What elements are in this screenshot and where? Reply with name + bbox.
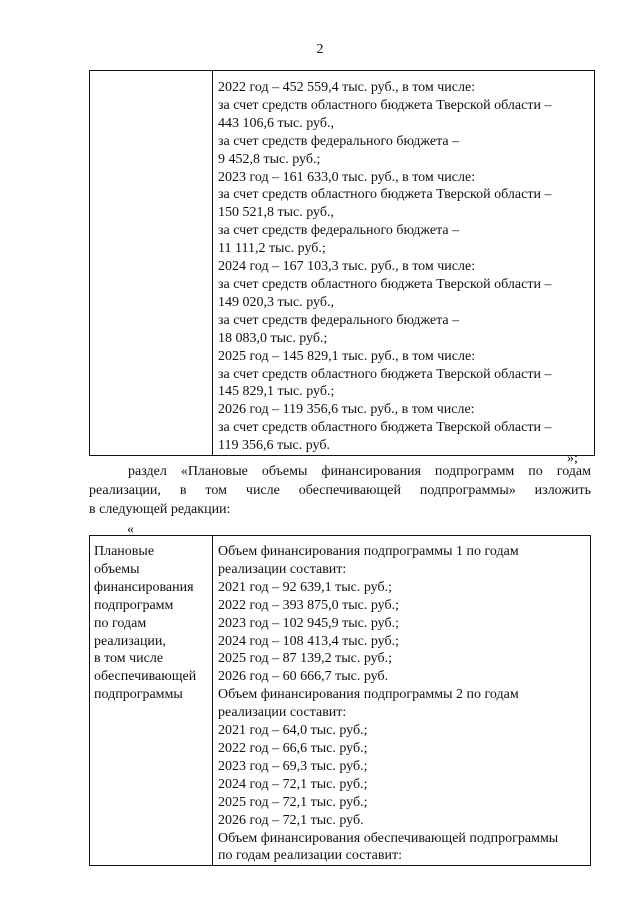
- cell-line: 2026 год – 60 666,7 тыс. руб.: [218, 669, 389, 685]
- cell-line: 2022 год – 66,6 тыс. руб.;: [218, 740, 368, 756]
- cell-line: 2026 год – 119 356,6 тыс. руб., в том числе:: [218, 402, 475, 418]
- cell-line: 2025 год – 87 139,2 тыс. руб.;: [218, 651, 392, 667]
- cell-line: финансирования: [94, 579, 194, 595]
- cell-line: 443 106,6 тыс. руб.,: [218, 115, 334, 131]
- cell-line: 2022 год – 452 559,4 тыс. руб., в том числе:: [218, 80, 476, 95]
- cell-line: за счет средств областного бюджета Тверской области –: [218, 276, 552, 292]
- funding-table-continued: [89, 70, 595, 456]
- cell-line: 2021 год – 64,0 тыс. руб.;: [218, 723, 368, 739]
- cell-line: 2023 год – 161 633,0 тыс. руб., в том числе:: [218, 169, 476, 185]
- cell-line: по годам реализации составит:: [218, 848, 402, 864]
- cell-line: в том числе: [94, 651, 164, 667]
- cell-line: 145 829,1 тыс. руб.;: [218, 384, 335, 400]
- page-number: 2: [316, 42, 324, 57]
- cell-line: за счет средств федерального бюджета –: [218, 223, 460, 239]
- cell-line: 2025 год – 72,1 тыс. руб.;: [218, 794, 368, 810]
- cell-line: за счет средств областного бюджета Тверской области –: [218, 97, 552, 113]
- cell-line: за счет средств областного бюджета Тверской области –: [218, 187, 552, 203]
- cell-line: 149 020,3 тыс. руб.,: [218, 294, 334, 310]
- closing-quote: »;: [567, 451, 578, 466]
- cell-line: обеспечивающей: [94, 669, 197, 685]
- cell-line: Объем финансирования подпрограммы 1 по годам: [218, 544, 519, 559]
- table1-right-cell: [213, 71, 595, 456]
- opening-quote: «: [127, 522, 134, 537]
- paragraph-line: в следующей редакции:: [89, 502, 231, 517]
- cell-line: 2022 год – 393 875,0 тыс. руб.;: [218, 597, 399, 613]
- cell-line: 2025 год – 145 829,1 тыс. руб., в том числе:: [218, 348, 476, 364]
- cell-line: за счет средств федерального бюджета –: [218, 133, 460, 149]
- cell-line: 11 111,2 тыс. руб.;: [218, 241, 326, 257]
- cell-line: Объем финансирования обеспечивающей подпрограммы: [218, 830, 559, 846]
- table2-right-lines: [213, 536, 590, 865]
- cell-line: Объем финансирования подпрограммы 2 по годам: [218, 687, 519, 703]
- table1-right-lines: [213, 71, 594, 455]
- cell-line: по годам: [94, 615, 147, 631]
- table1-left-lines: [90, 71, 212, 79]
- cell-line: реализации составит:: [218, 705, 347, 721]
- cell-line: 2024 год – 108 413,4 тыс. руб.;: [218, 633, 399, 649]
- cell-line: за счет средств федерального бюджета –: [218, 312, 460, 328]
- cell-line: 2026 год – 72,1 тыс. руб.: [218, 812, 364, 828]
- paragraph-line: раздел «Плановые объемы финансирования подпрограмм по годам: [128, 464, 591, 479]
- cell-line: объемы: [94, 561, 140, 577]
- cell-line: 150 521,8 тыс. руб.,: [218, 205, 334, 221]
- cell-line: реализации,: [94, 633, 166, 649]
- cell-line: за счет средств областного бюджета Тверской области –: [218, 366, 552, 382]
- table1-left-cell: [90, 71, 213, 456]
- table2-content-cell: [213, 536, 591, 866]
- cell-line: 2024 год – 167 103,3 тыс. руб., в том числе:: [218, 259, 476, 275]
- cell-line: 18 083,0 тыс. руб.;: [218, 330, 328, 346]
- cell-line: подпрограммы: [94, 687, 183, 703]
- cell-line: 9 452,8 тыс. руб.;: [218, 151, 321, 167]
- paragraph-line: реализации, в том числе обеспечивающей подпрограммы» изложить: [89, 483, 591, 498]
- cell-line: 2021 год – 92 639,1 тыс. руб.;: [218, 579, 392, 595]
- cell-line: 2023 год – 69,3 тыс. руб.;: [218, 758, 368, 774]
- table2-left-lines: [90, 536, 212, 704]
- table2-section-title-cell: [90, 536, 213, 866]
- instruction-paragraph: [89, 462, 591, 519]
- cell-line: Плановые: [94, 544, 155, 559]
- cell-line: 2023 год – 102 945,9 тыс. руб.;: [218, 615, 399, 631]
- cell-line: за счет средств областного бюджета Тверской области –: [218, 420, 552, 436]
- cell-line: 119 356,6 тыс. руб.: [218, 438, 330, 454]
- cell-line: подпрограмм: [94, 597, 174, 613]
- planned-financing-table: [89, 535, 591, 866]
- cell-line: реализации составит:: [218, 561, 347, 577]
- cell-line: 2024 год – 72,1 тыс. руб.;: [218, 776, 368, 792]
